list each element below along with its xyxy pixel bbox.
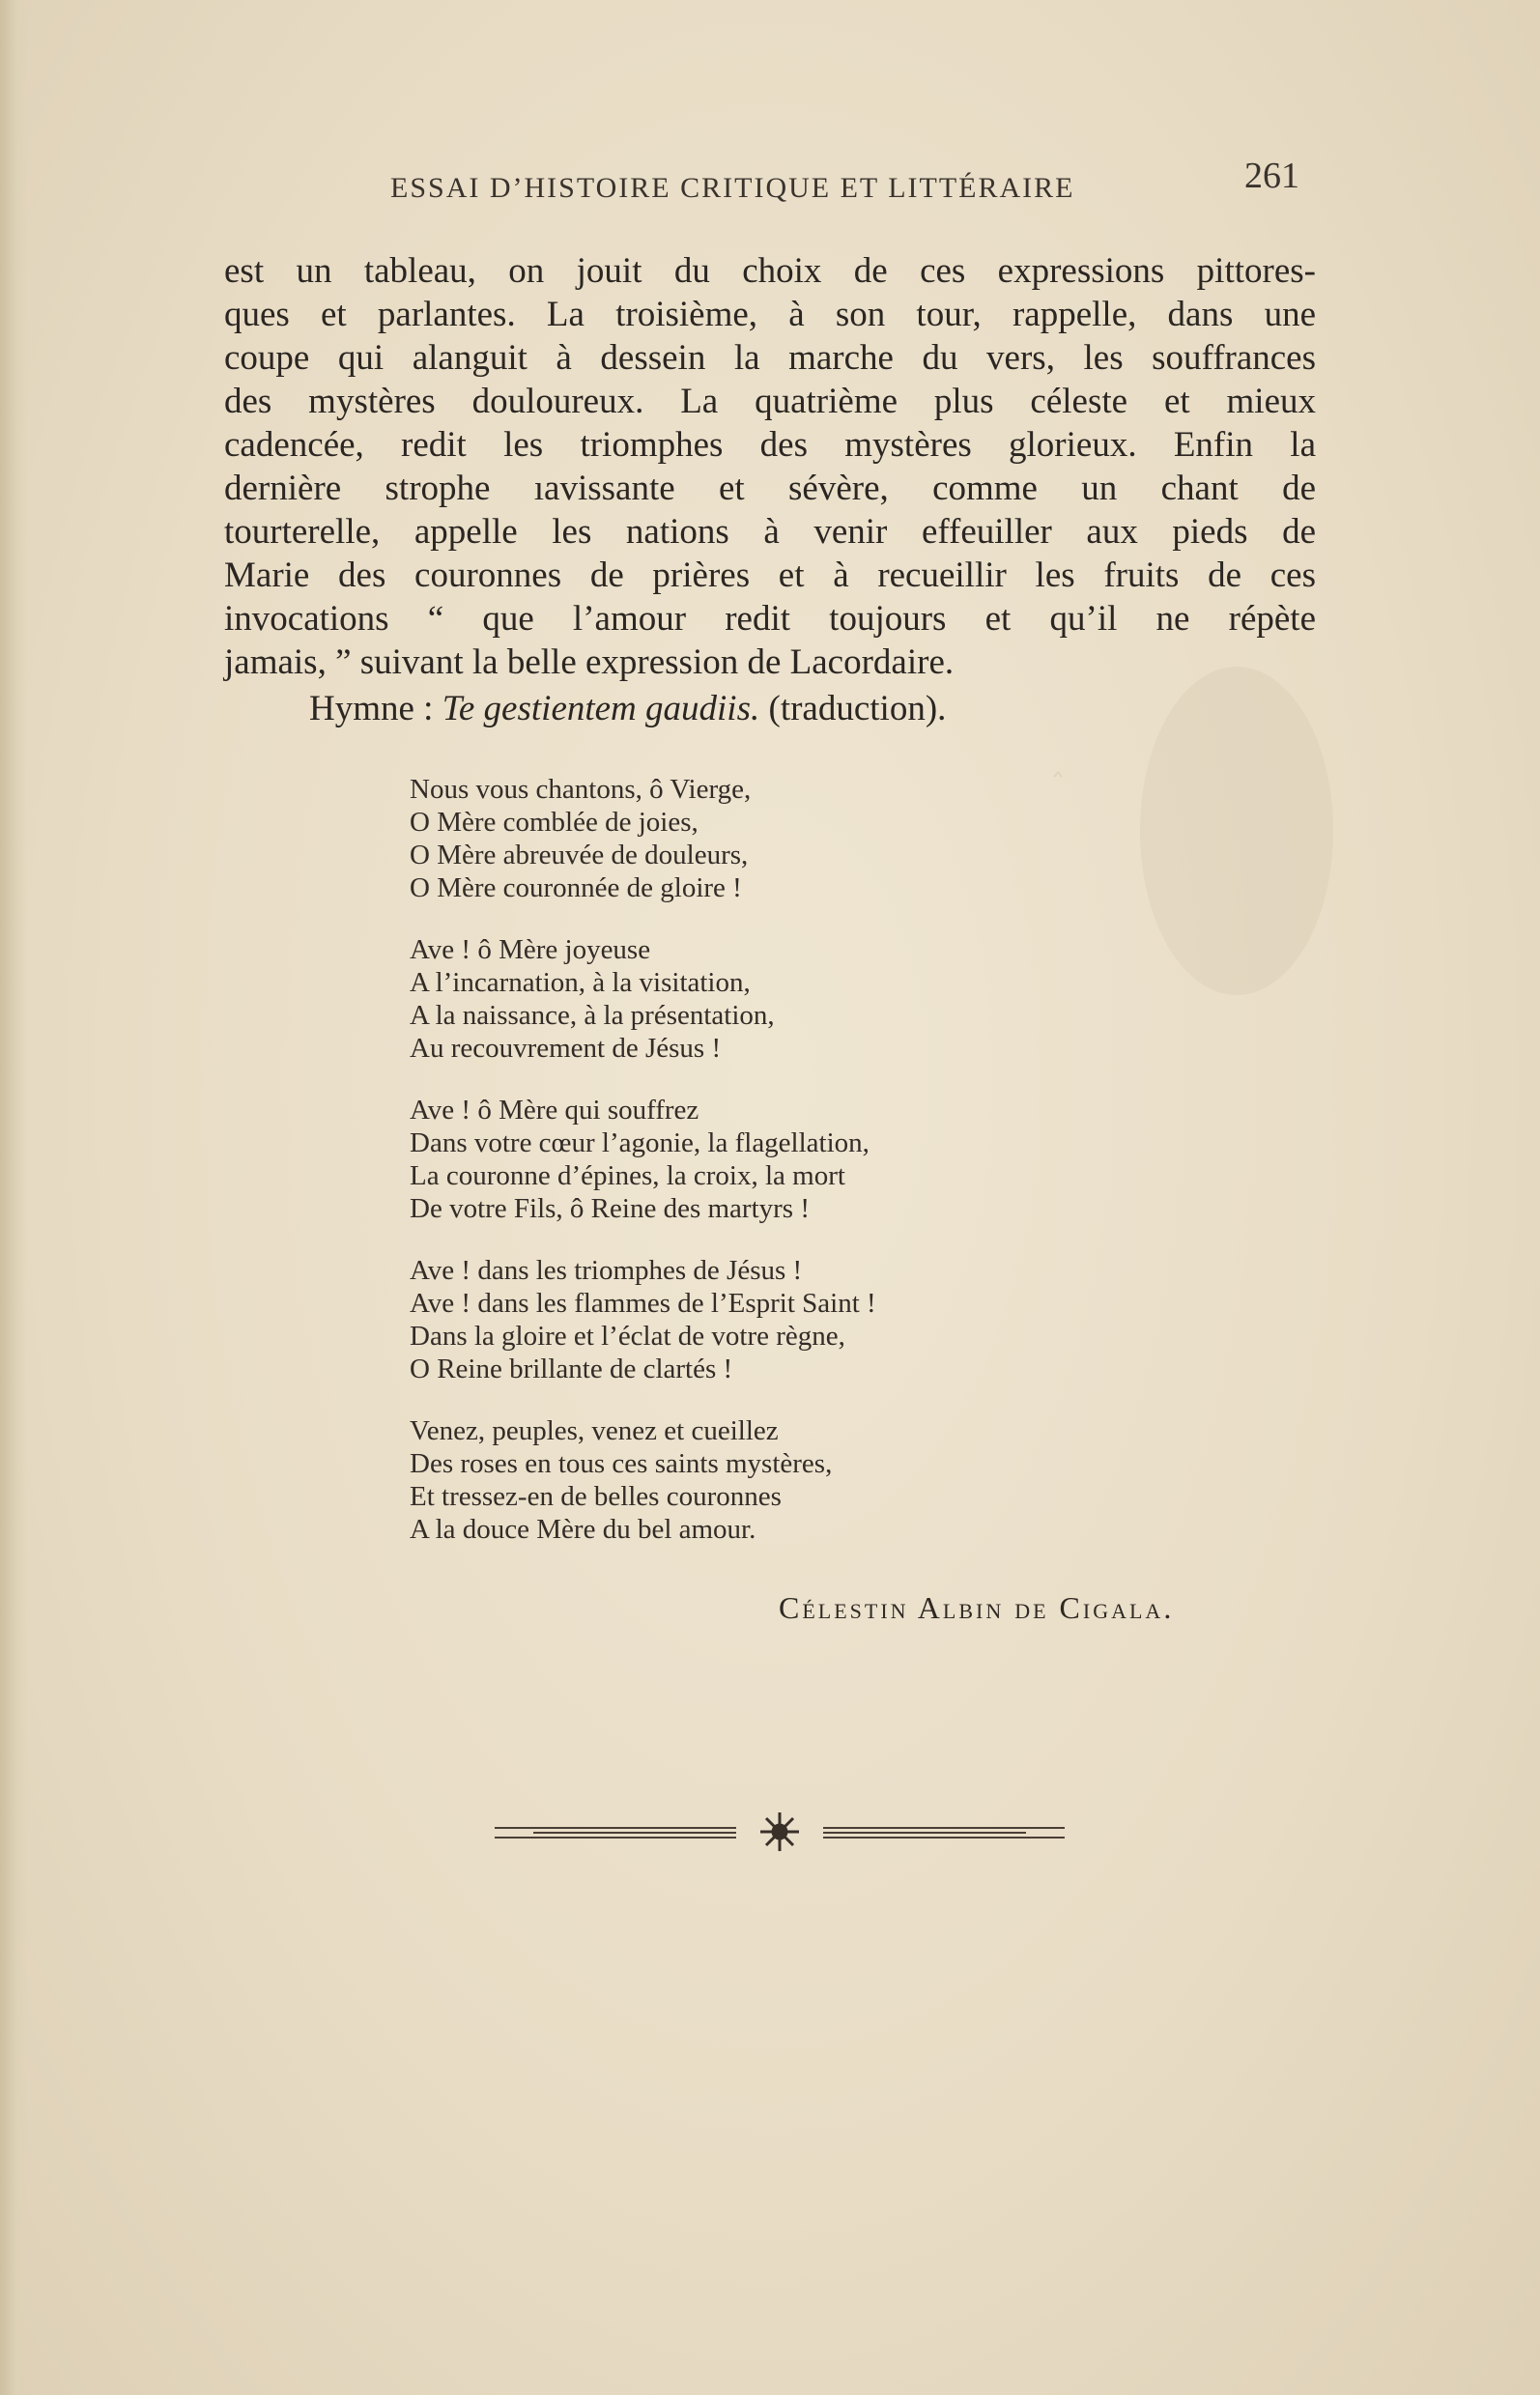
stanza [410,773,1125,904]
verse-line: Au recouvrement de Jésus ! [410,1033,722,1064]
stanza [410,933,1125,1065]
verse-line: Venez, peuples, venez et cueillez [410,1415,779,1446]
divider-rules-left [495,1828,736,1838]
body-line: invocations “ que l’amour redit toujours et qu’il ne répète [224,599,1316,639]
verse-line: Ave ! dans les flammes de l’Esprit Saint ! [410,1288,876,1319]
body-line: est un tableau, on jouit du choix de ces expressions pittores- [224,251,1316,291]
body-line: coupe qui alanguit à dessein la marche du vers, les souffrances [224,338,1316,378]
hymn-suffix: (traduction). [759,689,947,728]
verse-line: Et tressez-en de belles couronnes [410,1481,782,1512]
body-line: dernière strophe ıavissante et sévère, comme un chant de [224,469,1316,508]
page-number: 261 [1244,156,1299,196]
verse-line: Ave ! ô Mère joyeuse [410,934,651,965]
body-line: des mystères douloureux. La quatrième plus céleste et mieux [224,382,1316,421]
running-title: ESSAI D’HISTOIRE CRITIQUE ET LITTÉRAIRE [390,172,1075,204]
star-rosette-icon [760,1812,799,1851]
verse-line: La couronne d’épines, la croix, la mort [410,1160,845,1191]
show-through-text: ‸ [1053,745,1064,777]
verse-line: A la naissance, à la présentation, [410,1000,775,1031]
paper-stain [1140,667,1333,995]
verse-line: Des roses en tous ces saints mystères, [410,1448,833,1479]
body-line: jamais, ” suivant la belle expression de Lacordaire. [224,642,955,682]
verse-line: Dans votre cœur l’agonie, la flagellation, [410,1127,870,1158]
hymn-latin-title: Te gestientem gaudiis. [442,689,760,728]
body-line: cadencée, redit les triomphes des mystères glorieux. Enfin la [224,425,1316,465]
verse-line: A l’incarnation, à la visitation, [410,967,751,998]
body-line: Marie des couronnes de prières et à recueillir les fruits de ces [224,556,1316,595]
hymn-prefix: Hymne : [309,689,442,728]
verse-line: A la douce Mère du bel amour. [410,1514,756,1545]
verse-line: O Mère abreuvée de douleurs, [410,840,749,870]
verse-line: O Reine brillante de clartés ! [410,1354,733,1384]
verse-line: O Mère couronnée de gloire ! [410,872,742,903]
author-signature: Célestin Albin de Cigala. [779,1590,1175,1625]
body-paragraph [224,249,1316,684]
stanza [410,1254,1125,1385]
verse-line: Nous vous chantons, ô Vierge, [410,774,752,805]
body-line: tourterelle, appelle les nations à venir effeuiller aux pieds de [224,512,1316,552]
stanza [410,1094,1125,1225]
stanza [410,1414,1125,1546]
verse-line: O Mère comblée de joies, [410,807,699,838]
divider-rules-right [823,1828,1065,1838]
verse-line: De votre Fils, ô Reine des martyrs ! [410,1193,810,1224]
hymn-heading [309,688,946,729]
page-binding-edge [0,0,27,2395]
verse-line: Ave ! ô Mère qui souffrez [410,1095,699,1126]
hymn-poem [410,773,1125,1575]
body-line: ques et parlantes. La troisième, à son tour, rappelle, dans une [224,295,1316,334]
verse-line: Dans la gloire et l’éclat de votre règne, [410,1321,845,1352]
verse-line: Ave ! dans les triomphes de Jésus ! [410,1255,803,1286]
section-divider-ornament [495,1809,1065,1855]
